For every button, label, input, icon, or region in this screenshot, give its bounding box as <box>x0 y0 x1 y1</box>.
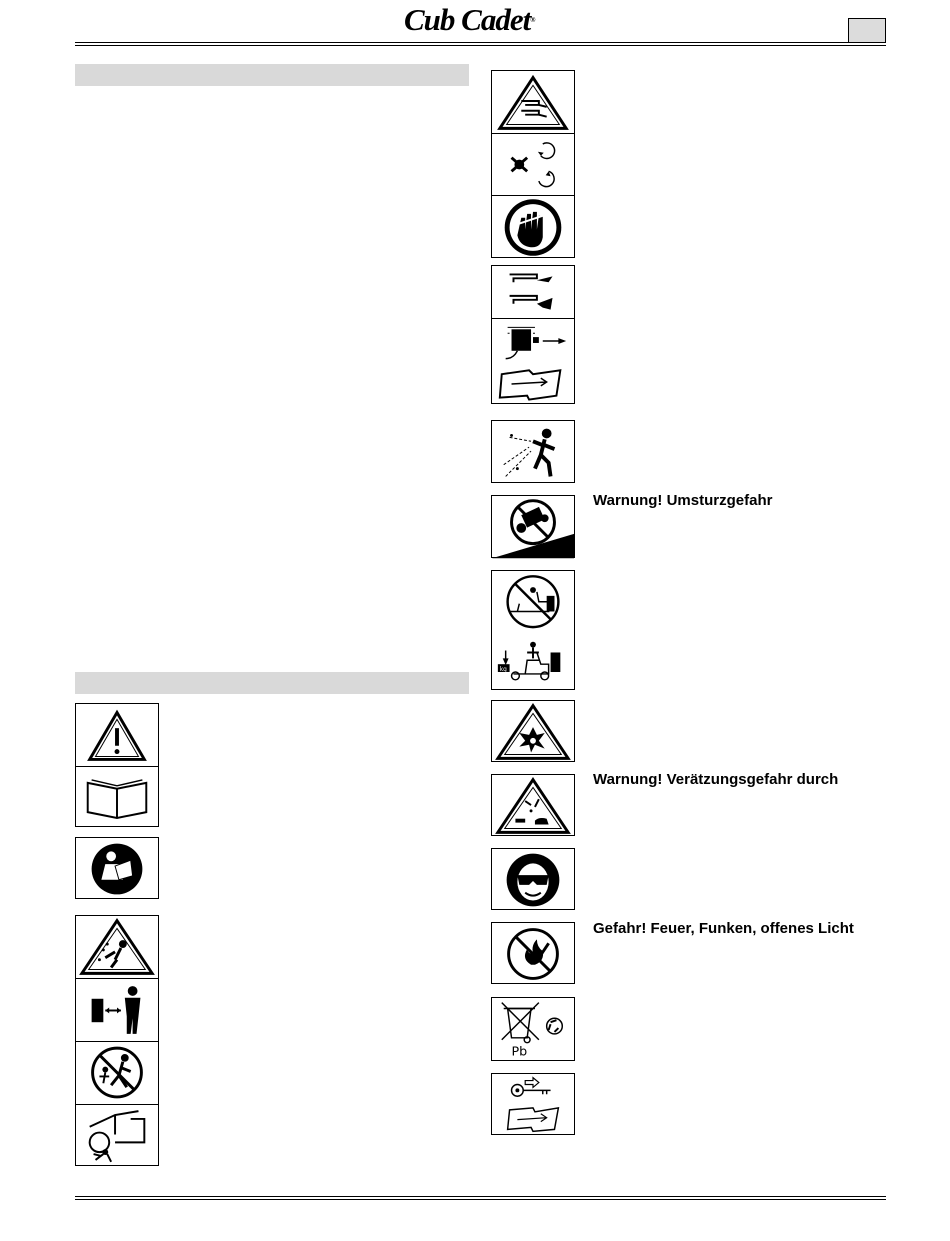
icon-group-thrown-debris <box>491 420 575 483</box>
icon-group-maintenance <box>491 265 575 404</box>
remove-key-manual-icon <box>492 1074 574 1136</box>
icon-group-no-passengers <box>491 570 575 690</box>
brand-logo <box>404 4 580 36</box>
header-rule <box>75 42 886 46</box>
recycling-battery-icon <box>492 998 574 1062</box>
no-open-flame-icon <box>492 923 574 985</box>
fire-label: Gefahr! Feuer, Funken, offenes Licht <box>593 920 854 937</box>
rollover-label: Warnung! Umsturzgefahr <box>593 492 773 509</box>
corrosive-label: Warnung! Verätzungsgefahr durch <box>593 771 839 788</box>
rollover-person-icon <box>76 1104 158 1167</box>
icon-group-fire <box>491 922 575 984</box>
read-manual-icon <box>76 838 158 900</box>
icon-group-corrosive <box>491 774 575 836</box>
no-bystanders-icon <box>76 1041 158 1104</box>
icon-group-recycling <box>491 997 575 1061</box>
icon-group-read-manual <box>75 837 159 899</box>
page-marker-box <box>848 18 886 43</box>
weight-text: kg <box>499 667 507 674</box>
footer-rule <box>75 1196 886 1200</box>
icon-group-thrown-objects <box>75 915 159 1166</box>
blade-disengage-icon <box>492 266 574 318</box>
corrosive-warning-icon <box>492 775 574 837</box>
icon-group-blade-hazard <box>491 70 575 258</box>
rotating-blades-icon <box>492 133 574 195</box>
lead-symbol-text: Pb <box>511 1043 528 1059</box>
manual-book-icon <box>76 766 158 828</box>
remove-spark-plug-manual-icon <box>492 318 574 405</box>
icon-group-warning-manual <box>75 703 159 827</box>
brand-mark: ® <box>530 16 535 24</box>
icon-group-eye-protection <box>491 848 575 910</box>
thrown-debris-icon <box>492 421 574 484</box>
blade-hazard-warning-icon <box>492 71 574 133</box>
eye-protection-icon <box>492 849 574 911</box>
icon-group-rollover <box>491 495 575 558</box>
rollover-warning-icon <box>492 496 574 559</box>
keep-distance-icon <box>76 978 158 1041</box>
section-heading-bar-symbols <box>75 672 469 694</box>
section-heading-bar-top <box>75 64 469 86</box>
brand-name: Cub Cadet <box>404 2 531 37</box>
thrown-objects-warning-icon <box>76 916 158 978</box>
no-passengers-icon <box>492 571 574 691</box>
explosion-warning-icon <box>492 701 574 763</box>
icon-group-ignition-key <box>491 1073 575 1135</box>
warning-triangle-icon <box>76 704 158 766</box>
icon-group-explosion <box>491 700 575 762</box>
hand-cut-hazard-icon <box>492 195 574 259</box>
